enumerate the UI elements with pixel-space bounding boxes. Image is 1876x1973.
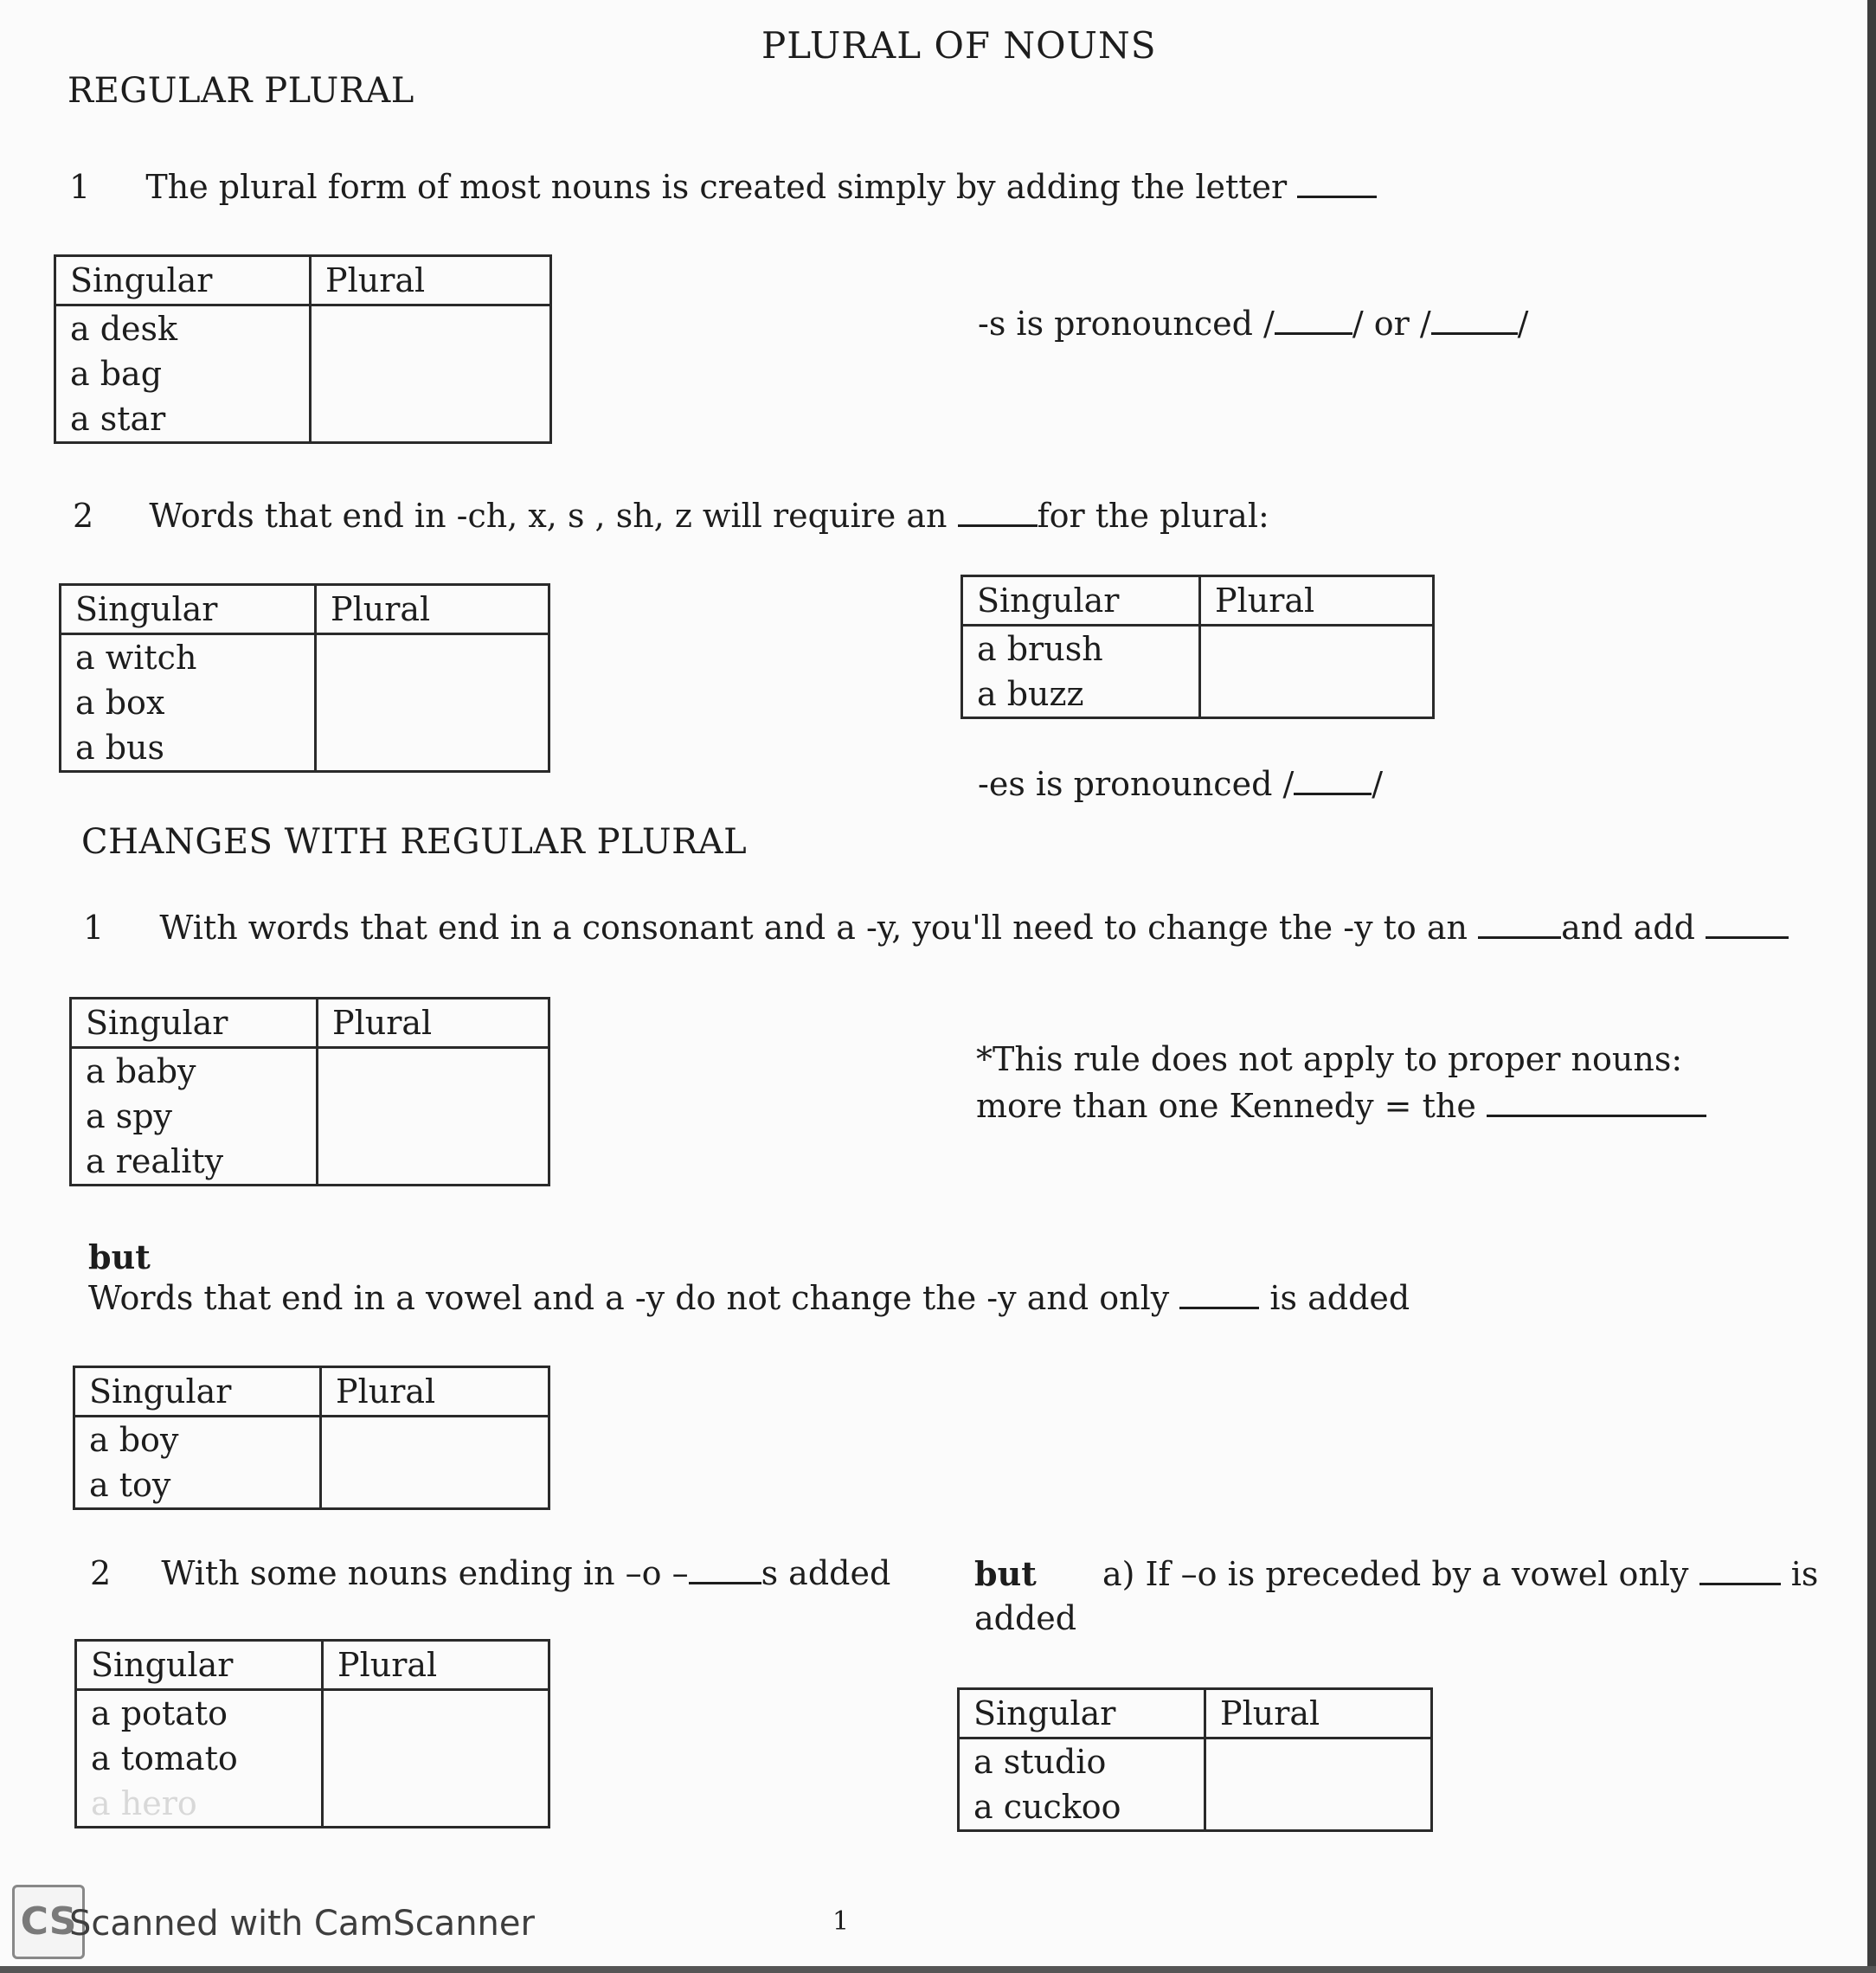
col-plural: Plural [316, 585, 549, 634]
camscanner-logo: CS [12, 1885, 85, 1959]
cell-singular: a star [55, 396, 311, 443]
cell-singular: a desk [55, 305, 311, 352]
rule-text: a) If –o is preceded by a vowel only [1102, 1555, 1689, 1593]
table-potato-tomato [74, 1639, 550, 1828]
col-plural: Plural [318, 999, 549, 1048]
but-label: but [88, 1237, 151, 1276]
answer-blank[interactable] [1294, 768, 1372, 795]
answer-blank[interactable] [958, 500, 1038, 527]
answer-blank[interactable] [1275, 308, 1352, 335]
col-singular: Singular [71, 999, 318, 1048]
pronunciation-s [978, 306, 1528, 343]
table-brush-buzz [960, 575, 1435, 719]
rule-number: 2 [73, 497, 94, 535]
col-singular: Singular [76, 1641, 323, 1690]
cell-plural-answer[interactable] [316, 634, 549, 772]
rule-text: is added [1269, 1279, 1410, 1317]
col-singular: Singular [61, 585, 316, 634]
rule-number: 1 [83, 909, 105, 947]
answer-blank[interactable] [1297, 171, 1377, 198]
pronunciation-es [978, 767, 1383, 803]
col-singular: Singular [962, 576, 1200, 626]
col-plural: Plural [1205, 1689, 1432, 1738]
pron-text: -es is pronounced / [978, 765, 1295, 803]
scan-edge-right [1867, 0, 1876, 1973]
section-heading-regular: REGULAR PLURAL [67, 71, 414, 111]
pron-text: / or / [1352, 305, 1431, 343]
scan-edge-bottom [0, 1966, 1876, 1973]
cell-singular: a toy [74, 1462, 321, 1509]
cell-singular: a bag [55, 351, 311, 396]
rule-number: 1 [69, 168, 91, 206]
col-singular: Singular [74, 1367, 321, 1417]
rule-text: With some nouns ending in –o – [161, 1554, 689, 1592]
table-studio-cuckoo [957, 1687, 1433, 1832]
answer-blank[interactable] [1431, 308, 1518, 335]
cell-singular: a bus [61, 725, 316, 772]
section-heading-changes: CHANGES WITH REGULAR PLURAL [81, 822, 748, 862]
answer-blank[interactable] [1487, 1090, 1706, 1117]
camscanner-watermark: Scanned with CamScanner [69, 1904, 535, 1944]
cell-plural-answer[interactable] [321, 1417, 549, 1509]
cell-singular: a cuckoo [959, 1784, 1205, 1831]
changes-rule-2 [90, 1556, 890, 1592]
cell-singular: a buzz [962, 672, 1200, 718]
cell-singular: a witch [61, 634, 316, 681]
rule-text: is [1790, 1555, 1819, 1593]
cell-singular: a baby [71, 1048, 318, 1095]
page-title: PLURAL OF NOUNS [761, 24, 1157, 67]
cell-plural-answer[interactable] [318, 1048, 549, 1186]
col-plural: Plural [323, 1641, 549, 1690]
cell-singular-faded: a hero [76, 1781, 323, 1828]
pron-text: / [1372, 765, 1384, 803]
table-boy-toy [73, 1366, 550, 1510]
rule-text: for the plural: [1037, 497, 1269, 535]
col-plural: Plural [311, 256, 551, 305]
answer-blank[interactable] [1478, 912, 1561, 939]
answer-blank[interactable] [1179, 1282, 1259, 1309]
cell-singular: a tomato [76, 1736, 323, 1781]
answer-blank[interactable] [689, 1558, 761, 1584]
cell-singular: a spy [71, 1094, 318, 1139]
vowel-o-rule-cont: added [974, 1599, 1077, 1637]
cell-singular: a boy [74, 1417, 321, 1463]
col-singular: Singular [959, 1689, 1205, 1738]
rule-text: The plural form of most nouns is created simply by adding the letter [145, 168, 1288, 206]
cell-plural-answer[interactable] [311, 305, 551, 443]
rule-text: Words that end in a vowel and a -y do not change the -y and only [88, 1279, 1170, 1317]
note-text: more than one Kennedy = the [976, 1087, 1476, 1125]
col-plural: Plural [321, 1367, 549, 1417]
page-number: 1 [832, 1906, 850, 1937]
table-desk-bag-star [54, 254, 552, 444]
cell-singular: a studio [959, 1738, 1205, 1785]
vowel-y-rule [88, 1281, 1410, 1317]
rule-text: s added [761, 1554, 891, 1592]
cell-singular: a brush [962, 626, 1200, 672]
rule-number: 2 [90, 1554, 112, 1592]
answer-blank[interactable] [1706, 912, 1789, 939]
kennedy-note [976, 1089, 1706, 1125]
table-baby-spy-reality [69, 997, 550, 1186]
rule-2 [73, 498, 1269, 535]
cell-singular: a reality [71, 1139, 318, 1186]
rule-text: With words that end in a consonant and a -y, you'll need to change the -y to an [159, 909, 1468, 947]
cell-singular: a box [61, 680, 316, 725]
cell-plural-answer[interactable] [323, 1690, 549, 1828]
col-singular: Singular [55, 256, 311, 305]
but-label: but [974, 1554, 1037, 1593]
table-witch-box-bus [59, 583, 550, 773]
cell-plural-answer[interactable] [1205, 1738, 1432, 1831]
pron-text: -s is pronounced / [978, 305, 1275, 343]
cell-singular: a potato [76, 1690, 323, 1737]
rule-1 [69, 170, 1377, 206]
rule-text: and add [1561, 909, 1695, 947]
col-plural: Plural [1200, 576, 1434, 626]
proper-noun-note: *This rule does not apply to proper nouns: [976, 1040, 1683, 1078]
pron-text: / [1517, 305, 1529, 343]
vowel-o-rule [974, 1556, 1818, 1593]
answer-blank[interactable] [1699, 1558, 1781, 1585]
rule-text: Words that end in -ch, x, s , sh, z will require an [149, 497, 948, 535]
cell-plural-answer[interactable] [1200, 626, 1434, 718]
changes-rule-1 [83, 910, 1789, 947]
